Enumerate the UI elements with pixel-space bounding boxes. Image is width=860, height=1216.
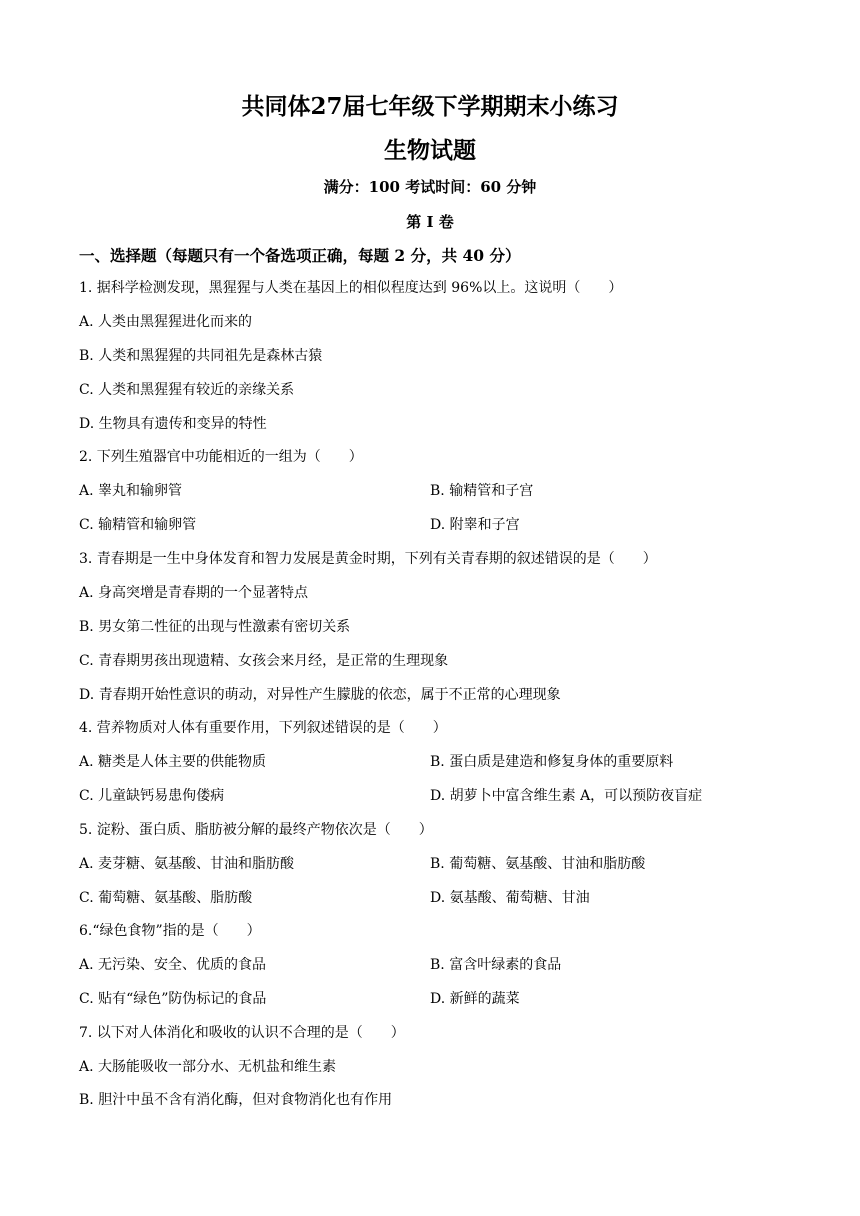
option-d: D. 新鲜的蔬菜: [430, 991, 520, 1007]
page-subtitle: 生物试题: [384, 137, 476, 164]
option-b: B. 胆汁中虽不含有消化酶，但对食物消化也有作用: [79, 1092, 393, 1108]
question-stem: 6.“绿色食物”指的是（ ）: [79, 923, 261, 939]
option-c: C. 输精管和输卵管: [79, 517, 197, 533]
option-a: A. 无污染、安全、优质的食品: [79, 957, 267, 973]
option-b: B. 输精管和子宫: [430, 483, 534, 499]
question-stem: 7. 以下对人体消化和吸收的认识不合理的是（ ）: [79, 1025, 405, 1041]
option-b: B. 蛋白质是建造和修复身体的重要原料: [430, 754, 674, 770]
option-d: D. 生物具有遗传和变异的特性: [79, 416, 267, 432]
option-b: B. 富含叶绿素的食品: [430, 957, 562, 973]
page-title: 共同体27届七年级下学期期末小练习: [241, 93, 619, 120]
option-b: B. 葡萄糖、氨基酸、甘油和脂肪酸: [430, 856, 646, 872]
option-c: C. 贴有“绿色”防伪标记的食品: [79, 991, 267, 1007]
option-a: A. 身高突增是青春期的一个显著特点: [79, 585, 309, 601]
option-a: A. 糖类是人体主要的供能物质: [79, 754, 267, 770]
option-b: B. 人类和黑猩猩的共同祖先是森林古猿: [79, 348, 323, 364]
question-stem: 3. 青春期是一生中身体发育和智力发展是黄金时期，下列有关青春期的叙述错误的是（ ）: [79, 551, 657, 567]
option-d: D. 青春期开始性意识的萌动，对异性产生朦胧的依恋，属于不正常的心理现象: [79, 687, 561, 703]
option-a: A. 人类由黑猩猩进化而来的: [79, 314, 253, 330]
question-stem: 1. 据科学检测发现，黑猩猩与人类在基因上的相似程度达到 96%以上。这说明（ ）: [79, 280, 623, 296]
volume-label: 第 I 卷: [406, 213, 454, 231]
exam-meta: 满分：100 考试时间：60 分钟: [323, 178, 537, 196]
option-d: D. 附睾和子宫: [430, 517, 520, 533]
option-b: B. 男女第二性征的出现与性激素有密切关系: [79, 619, 351, 635]
option-c: C. 人类和黑猩猩有较近的亲缘关系: [79, 382, 295, 398]
option-a: A. 睾丸和输卵管: [79, 483, 183, 499]
option-c: C. 青春期男孩出现遗精、女孩会来月经，是正常的生理现象: [79, 653, 449, 669]
option-c: C. 葡萄糖、氨基酸、脂肪酸: [79, 890, 253, 906]
option-a: A. 麦芽糖、氨基酸、甘油和脂肪酸: [79, 856, 295, 872]
option-a: A. 大肠能吸收一部分水、无机盐和维生素: [79, 1059, 337, 1075]
section-heading: 一、选择题（每题只有一个备选项正确，每题 2 分，共 40 分）: [79, 246, 521, 265]
question-stem: 2. 下列生殖器官中功能相近的一组为（ ）: [79, 449, 363, 465]
option-c: C. 儿童缺钙易患佝偻病: [79, 788, 225, 804]
question-stem: 4. 营养物质对人体有重要作用，下列叙述错误的是（ ）: [79, 720, 447, 736]
question-stem: 5. 淀粉、蛋白质、脂肪被分解的最终产物依次是（ ）: [79, 822, 433, 838]
option-d: D. 氨基酸、葡萄糖、甘油: [430, 890, 590, 906]
option-d: D. 胡萝卜中富含维生素 A，可以预防夜盲症: [430, 788, 703, 804]
